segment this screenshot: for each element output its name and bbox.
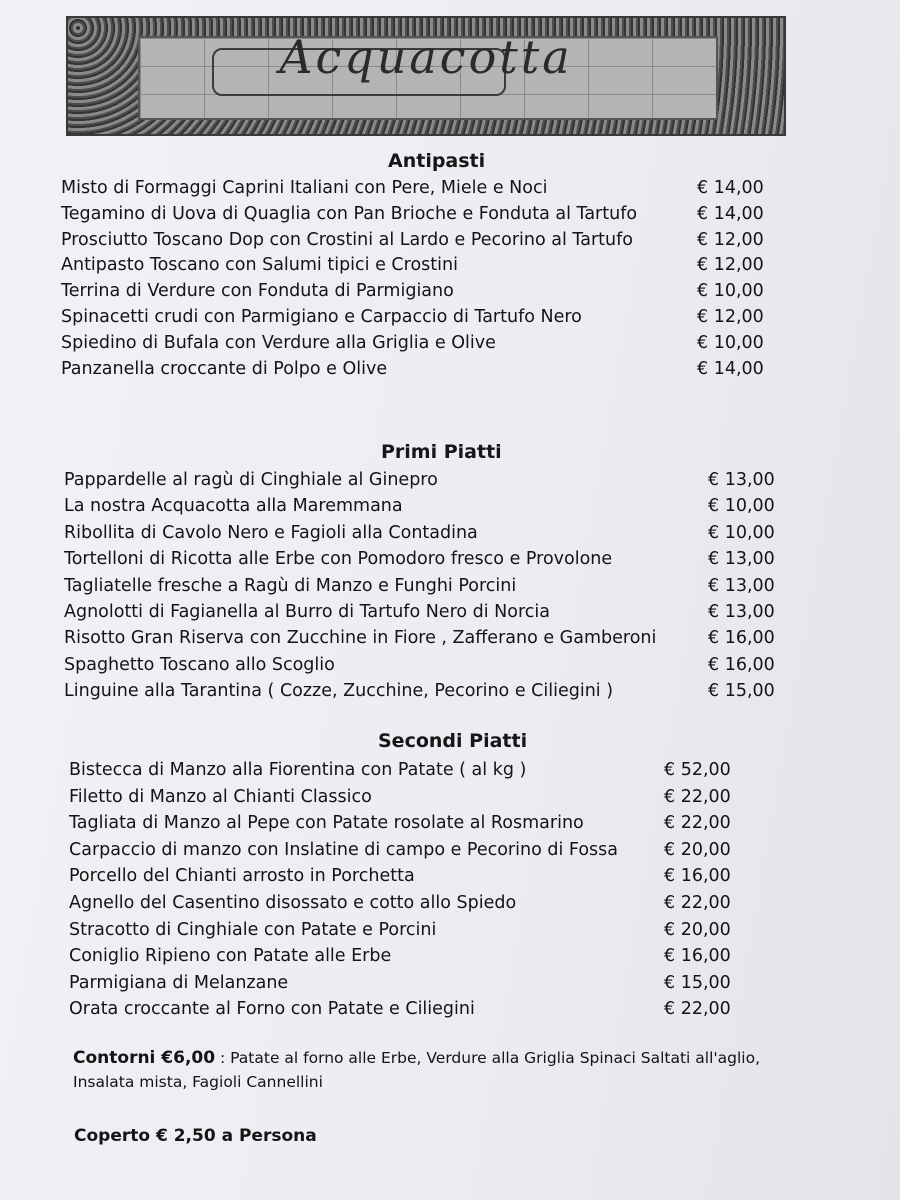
- coperto-note: Coperto € 2,50 a Persona: [74, 1126, 317, 1146]
- menu-item-price: € 22,00: [664, 893, 731, 913]
- menu-item-name: Agnello del Casentino disossato e cotto allo Spiedo: [69, 893, 517, 913]
- header-banner: [66, 16, 786, 136]
- menu-item-price: € 52,00: [664, 760, 731, 780]
- menu-item-name: Spaghetto Toscano allo Scoglio: [64, 654, 335, 675]
- menu-item: [69, 810, 830, 836]
- menu-item-price: € 14,00: [697, 203, 764, 224]
- menu-item: [61, 252, 830, 278]
- menu-item-name: Bistecca di Manzo alla Fiorentina con Patate ( al kg ): [69, 760, 527, 780]
- menu-item: [69, 890, 830, 916]
- menu-item-price: € 16,00: [708, 654, 775, 675]
- contorni-label: Contorni €6,00: [73, 1048, 216, 1068]
- menu-item: [61, 330, 830, 356]
- menu-item-price: € 13,00: [708, 602, 775, 622]
- menu-item: [64, 652, 830, 678]
- menu-item: [64, 520, 830, 546]
- menu-item-price: € 10,00: [697, 281, 764, 302]
- menu-item-price: € 13,00: [708, 575, 775, 596]
- menu-item-name: Misto di Formaggi Caprini Italiani con Pere, Miele e Noci: [61, 178, 548, 198]
- menu-item-price: € 20,00: [664, 919, 731, 940]
- menu-item: [69, 943, 830, 969]
- restaurant-name: Acquacotta: [279, 30, 573, 84]
- menu-item-price: € 13,00: [708, 470, 775, 490]
- menu-item-name: Spinacetti crudi con Parmigiano e Carpaccio di Tartufo Nero: [61, 307, 582, 327]
- menu-item-name: Antipasto Toscano con Salumi tipici e Crostini: [61, 255, 458, 276]
- menu-item-price: € 12,00: [697, 307, 764, 327]
- menu-item: [64, 625, 830, 651]
- menu-item-price: € 16,00: [708, 628, 775, 649]
- menu-item-name: Coniglio Ripieno con Patate alle Erbe: [69, 946, 392, 967]
- menu-item: [64, 493, 830, 519]
- menu-item: [61, 175, 830, 201]
- menu-item-price: € 12,00: [697, 255, 764, 276]
- menu-item-name: Prosciutto Toscano Dop con Crostini al Lardo e Pecorino al Tartufo: [61, 229, 633, 250]
- menu-item: [61, 356, 830, 382]
- menu-item-name: Tortelloni di Ricotta alle Erbe con Pomodoro fresco e Provolone: [64, 549, 613, 570]
- contorni-text: : Patate al forno alle Erbe, Verdure alla Griglia Spinaci Saltati all'aglio,: [215, 1049, 761, 1067]
- menu-item-name: Tagliata di Manzo al Pepe con Patate rosolate al Rosmarino: [69, 813, 584, 834]
- menu-item: [64, 599, 830, 625]
- menu-item: [69, 917, 830, 943]
- menu-item-price: € 15,00: [708, 681, 775, 702]
- menu-item-price: € 22,00: [664, 786, 731, 807]
- menu-item-price: € 10,00: [708, 522, 775, 543]
- menu-item-price: € 14,00: [697, 358, 764, 379]
- menu-item-name: La nostra Acquacotta alla Maremmana: [64, 496, 403, 517]
- menu-item: [61, 201, 830, 227]
- contorni-text-line2: Insalata mista, Fagioli Cannellini: [73, 1073, 323, 1091]
- menu-item-price: € 22,00: [664, 813, 731, 834]
- menu-item-name: Spiedino di Bufala con Verdure alla Griglia e Olive: [61, 332, 496, 353]
- menu-item: [69, 784, 830, 810]
- menu-item-name: Orata croccante al Forno con Patate e Ciliegini: [69, 999, 475, 1020]
- menu-item: [69, 970, 830, 996]
- contorni-note: [73, 1048, 793, 1068]
- menu-item-price: € 10,00: [708, 496, 775, 517]
- menu-item-price: € 16,00: [664, 946, 731, 967]
- menu-item-price: € 14,00: [697, 178, 764, 198]
- menu-item-price: € 13,00: [708, 549, 775, 570]
- menu-item-name: Terrina di Verdure con Fonduta di Parmigiano: [61, 281, 454, 302]
- menu-item-price: € 20,00: [664, 839, 731, 860]
- menu-item-name: Risotto Gran Riserva con Zucchine in Fiore , Zafferano e Gamberoni: [64, 628, 657, 649]
- menu-item-name: Linguine alla Tarantina ( Cozze, Zucchine, Pecorino e Ciliegini ): [64, 681, 614, 702]
- menu-item: [61, 227, 830, 253]
- menu-item: [61, 278, 830, 304]
- menu-item: [69, 757, 830, 783]
- menu-item-name: Porcello del Chianti arrosto in Porchetta: [69, 866, 415, 887]
- menu-item: [64, 546, 830, 572]
- section-title-antipasti: Antipasti: [388, 150, 486, 172]
- menu-item-name: Pappardelle al ragù di Cinghiale al Ginepro: [64, 470, 438, 490]
- menu-item: [64, 573, 830, 599]
- menu-item-price: € 15,00: [664, 972, 731, 993]
- menu-item-price: € 10,00: [697, 332, 764, 353]
- menu-item-name: Stracotto di Cinghiale con Patate e Porcini: [69, 919, 437, 940]
- section-title-primi: Primi Piatti: [381, 441, 502, 463]
- menu-item-name: Filetto di Manzo al Chianti Classico: [69, 786, 372, 807]
- menu-item-name: Carpaccio di manzo con Inslatine di campo e Pecorino di Fossa: [69, 839, 618, 860]
- menu-item-name: Tegamino di Uova di Quaglia con Pan Brioche e Fonduta al Tartufo: [61, 203, 638, 224]
- menu-item-name: Panzanella croccante di Polpo e Olive: [61, 358, 388, 379]
- menu-item: [64, 678, 830, 704]
- menu-item-name: Ribollita di Cavolo Nero e Fagioli alla Contadina: [64, 522, 478, 543]
- menu-item: [69, 837, 830, 863]
- menu-item-name: Agnolotti di Fagianella al Burro di Tartufo Nero di Norcia: [64, 602, 551, 622]
- menu-item-price: € 12,00: [697, 229, 764, 250]
- menu-item: [69, 863, 830, 889]
- menu-item: [64, 467, 830, 493]
- section-title-secondi: Secondi Piatti: [378, 730, 528, 752]
- menu-item-price: € 22,00: [664, 999, 731, 1020]
- menu-item-name: Parmigiana di Melanzane: [69, 972, 289, 993]
- menu-item-price: € 16,00: [664, 866, 731, 887]
- menu-item: [61, 304, 830, 330]
- menu-item: [69, 996, 830, 1022]
- menu-item-name: Tagliatelle fresche a Ragù di Manzo e Funghi Porcini: [64, 575, 517, 596]
